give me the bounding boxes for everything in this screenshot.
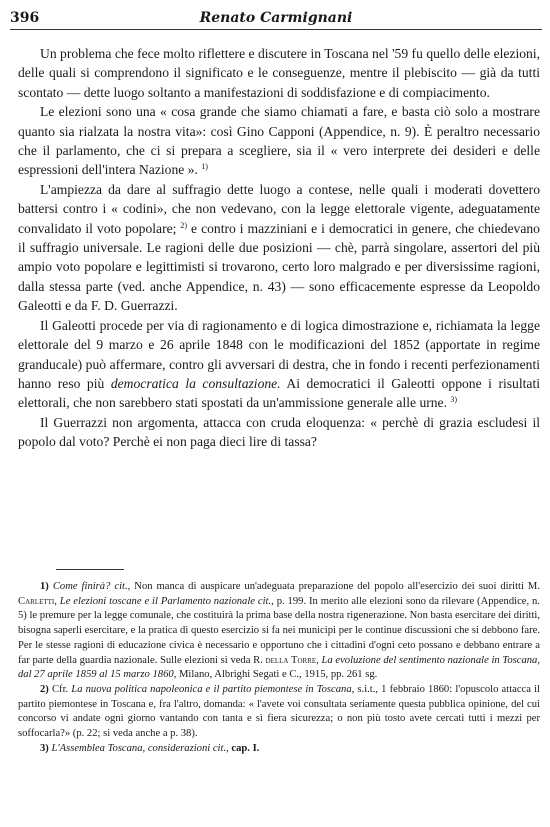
footnote-ref-3[interactable]: 3) bbox=[450, 395, 458, 405]
footnote-2-title: La nuova politica napoleonica e il partito piemontese in Toscana bbox=[71, 683, 352, 695]
paragraph-5-text: Il Guerrazzi non argomenta, attacca con cruda eloquenza: « perchè di grazia escludesi il popolo dal voto? Perchè ei non paga dieci lire di tassa? bbox=[18, 414, 540, 450]
paragraph-2 bbox=[18, 102, 540, 180]
paragraph-3-text-a: L'ampiezza da dare al suffragio dette luogo a contese, nelle quali i moderati dovettero battersi contro i « codini», che non vedevano, con la legge elettorale vigente, adeguatamente convalidato il voto popolare; bbox=[18, 181, 540, 236]
paragraph-4 bbox=[18, 316, 540, 413]
footnote-1-author-2: della Torre bbox=[265, 654, 317, 666]
footnote-1-text-b: , bbox=[54, 595, 60, 607]
footnote-3-text: cap. I. bbox=[228, 742, 260, 754]
main-text bbox=[18, 44, 540, 452]
footnote-ref-1[interactable]: 1) bbox=[201, 162, 208, 172]
running-head: Renato Carmignani bbox=[199, 10, 353, 26]
paragraph-4-text-b: Ai democratici il Galeotti oppone i risultati elettorali, che non sarebbero stati spostati da un'ammissione generale alle urne. bbox=[18, 375, 540, 411]
footnote-1-text-d: , bbox=[316, 654, 322, 666]
footnote-1-author: Carletti bbox=[18, 595, 55, 607]
footnote-ref-2[interactable]: 2) bbox=[180, 220, 188, 230]
footnote-1-text-c: , p. 199. In merito alle elezioni sono da rilevare (Appendice, n. 5) le premure per la legge comunale, che costituirà la prima base della nostra rigenerazione. Non basta esercitare dei diritti, bisogna saperli esercitare, e la pratica di questo esercizio si fa nei municipi per le continue discussioni che si debbono fare. Per le stesse ragioni di educazione civica è necessario e opportuno che i cittadini d'ogni ceto possano e debbano entrare a far parte della guardia nazionale. Sulle elezioni si veda R. bbox=[18, 595, 540, 666]
paragraph-5 bbox=[18, 413, 540, 452]
paragraph-4-text-a: Il Galeotti procede per via di ragionamento e di logica dimostrazione e, richiamata la legge elettorale del 9 marzo e 26 aprile 1848 con le modificazioni del 1852 (apportate in regime granducale) può affermare, contro gli avversari di destra, che in fondo i recenti perfezionamenti hanno reso più bbox=[18, 317, 540, 391]
footnote-3-mark: 3) bbox=[40, 742, 49, 754]
footnote-1-cite: Come finirà? cit., bbox=[52, 581, 131, 592]
header-rule bbox=[10, 29, 542, 30]
footnote-rule bbox=[56, 569, 124, 570]
page-number: 396 bbox=[10, 10, 40, 26]
footnote-3-title: L'Assemblea Toscana, considerazioni cit., bbox=[51, 742, 229, 754]
paragraph-2-text: Le elezioni sono una « cosa grande che siamo chiamati a fare, e basta ciò solo a mostrare quanto sia rialzata la nostra vita»: così Gino Capponi (Appendice, n. 9). È peraltro necessario che il parlamento, che ci si prepara a scegliere, sia il « vero interprete dei desideri e delle espressioni dell'intera Nazione ». bbox=[18, 104, 540, 178]
footnote-1-text-a: Non manca di auspicare un'adeguata preparazione del popolo all'esercizio dei suoi diritti M. bbox=[130, 581, 540, 592]
paragraph-3 bbox=[18, 180, 540, 316]
footnote-1-title: Le elezioni toscane e il Parlamento nazionale cit. bbox=[59, 595, 272, 607]
footnote-1 bbox=[18, 580, 540, 683]
footnote-2 bbox=[18, 683, 540, 742]
paragraph-3-text-b: e contro i mazziniani e i democratici in genere, che chiedevano il suffragio universale. Le ragioni delle due posizioni — chè, parrà singolare, assertori del più ampio voto popolare e legittimisti si trovarono, certo loro malgrado e per diversissime ragioni, dalla stessa parte (ved. anche Appendice, n. 43) — sono efficacemente espresse da Leopoldo Galeotti e da F. D. Guerrazzi. bbox=[18, 220, 540, 314]
footnote-3 bbox=[18, 742, 540, 757]
footnote-2-text-b: , s.i.t., 1 febbraio 1860: l'opuscolo attacca il partito piemontese in Toscana e, fra l'altro, domanda: « l'avete voi consultata seriamente questa pubblica opinione, del cui concorso vi andate ogni giorno vantando con tanta e sì fiera sicurezza; o non più tosto avete cercati tutti i mezzi per soffocarla?» (p. 22; si veda anche a p. 38). bbox=[18, 683, 540, 740]
paragraph-1-text: Un problema che fece molto riflettere e discutere in Toscana nel '59 fu quello delle elezioni, delle quali si comprendono il significato e le conseguenze, mentre il plebiscito — già da tutti scontato — dette luogo soltanto a manifestazioni di soddisfazione e di compiacimento. bbox=[18, 46, 540, 100]
page-header bbox=[10, 8, 542, 30]
footnote-1-text-e: , Milano, Albrighi Segati e C., 1915, pp. 261 sg. bbox=[173, 669, 378, 681]
footnote-1-mark: 1) bbox=[40, 581, 49, 592]
footnote-1-title-2: La evoluzione del sentimento nazionale in Toscana, dal 27 aprile 1859 al 15 marzo 1860 bbox=[18, 654, 540, 681]
footnote-2-mark: 2) bbox=[40, 683, 49, 695]
footnote-2-text-a: Cfr. bbox=[48, 683, 72, 695]
footnotes bbox=[18, 580, 540, 756]
paragraph-4-emphasis: democratica la consultazione. bbox=[110, 375, 281, 391]
paragraph-1 bbox=[18, 44, 540, 102]
